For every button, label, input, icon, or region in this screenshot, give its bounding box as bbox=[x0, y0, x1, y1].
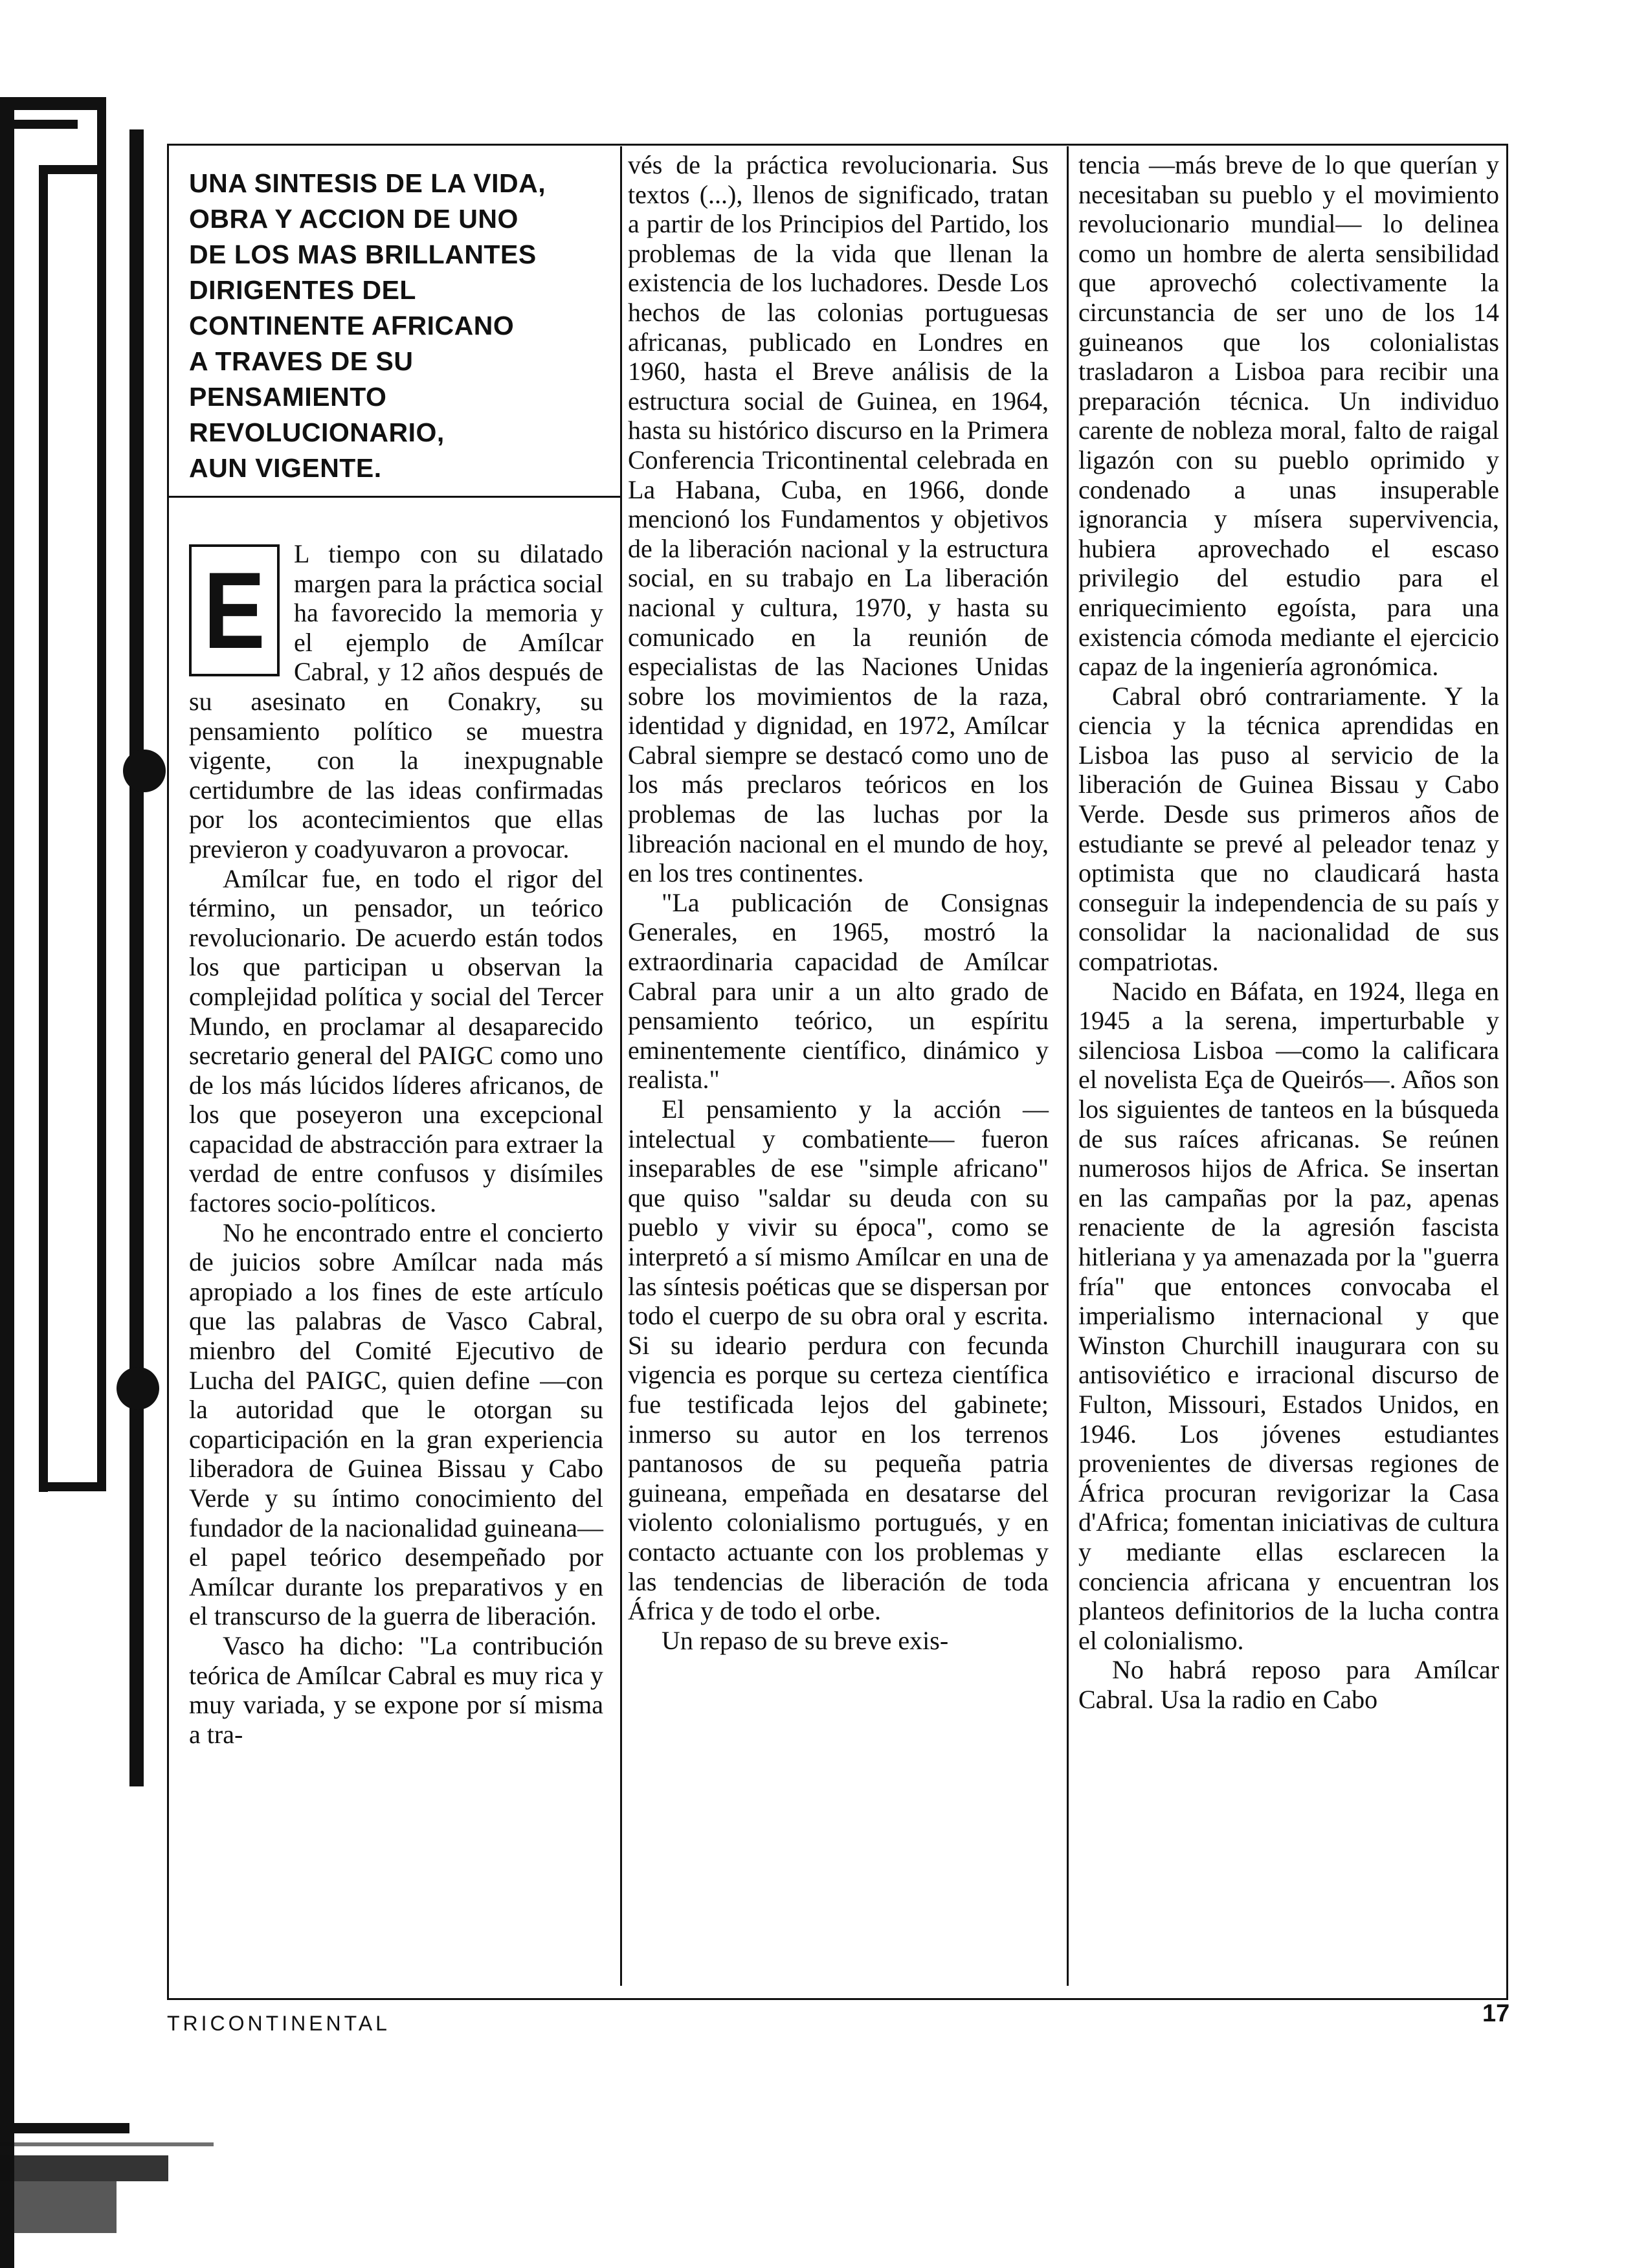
article-body-start bbox=[189, 539, 603, 1749]
headline-line: REVOLUCIONARIO, bbox=[189, 417, 445, 447]
headline-line: OBRA Y ACCION DE UNO bbox=[189, 204, 518, 234]
decorative-bar-base-2 bbox=[0, 2142, 214, 2146]
headline-line: UNA SINTESIS DE LA VIDA, bbox=[189, 168, 546, 198]
headline bbox=[189, 166, 603, 486]
paragraph: tencia —más breve de lo que querían y necesitaban su pueblo y el movimiento revolucionario mundial— lo delinea como un hombre de alerta sensibilidad que aprovechó colectivamente la circunstancia de ser uno de los 14 guineanos que los colonialistas trasladaron a Lisboa para recibir una preparación técnica. Un individuo carente de nobleza moral, falto de raigal ligazón con su pueblo oprimido y condenado a unas insuperable ignorancia y mísera supervivencia, hubiera aprovechado el escaso privilegio del estudio para el enriquecimiento egoísta, para una existencia cómoda mediante el ejercicio capaz de la ingeniería agronómica. bbox=[1078, 150, 1499, 682]
decorative-bar-vertical-1 bbox=[0, 97, 14, 2268]
decorative-bar-vertical-3 bbox=[129, 129, 144, 1786]
column-rule-2 bbox=[1067, 146, 1069, 1986]
headline-line: CONTINENTE AFRICANO bbox=[189, 311, 515, 340]
decorative-bar-horizontal-2 bbox=[39, 165, 48, 1492]
binder-hole-1 bbox=[123, 750, 166, 792]
decorative-bar-horizontal-1 bbox=[39, 165, 106, 174]
paragraph: No habrá reposo para Amílcar Cabral. Usa la radio en Cabo bbox=[1078, 1655, 1499, 1714]
publication-name: TRICONTINENTAL bbox=[167, 2012, 390, 2035]
headline-line: A TRAVES DE SU bbox=[189, 346, 414, 376]
article-column-2 bbox=[628, 150, 1049, 1655]
drop-cap bbox=[189, 544, 280, 676]
paragraph: Vasco ha dicho: "La contribución teórica de Amílcar Cabral es muy rica y muy variada, y se expone por sí misma a tra- bbox=[189, 1630, 603, 1749]
decorative-bar-horizontal-3 bbox=[39, 1482, 106, 1491]
paragraph: "La publicación de Consignas Generales, en 1965, mostró la extraordinaria capacidad de Amílcar Cabral para unir a un alto grado de pensamiento teórico, un espíritu eminentemente científico, dinámico y realista." bbox=[628, 887, 1049, 1095]
paragraph: L tiempo con su dilatado margen para la práctica social ha favorecido la memoria y el ejemplo de Amílcar Cabral, y 12 años después de su asesinato en Conakry, su pensamiento político se muestra vigente, con la inexpugnable certidumbre de las ideas confirmadas por los acontecimientos que ellas previeron y coadyuvaron a provocar. bbox=[189, 539, 603, 863]
decorative-bar-base-1 bbox=[0, 2123, 129, 2133]
decorative-bar-vertical-2 bbox=[97, 97, 106, 1489]
paragraph: Cabral obró contrariamente. Y la ciencia y la técnica aprendidas en Lisboa las puso al servicio de la liberación de Guinea Bissau y Cabo Verde. Desde sus primeros años de estudiante se prevé al peleador tenaz y optimista que no claudicará hasta conseguir la independencia de su país y consolidar la nacionalidad de sus compatriotas. bbox=[1078, 681, 1499, 977]
paragraph: El pensamiento y la acción —intelectual y combatiente— fueron inseparables de ese "simple africano" que quiso "saldar su deuda con su pueblo y vivir su época", como se interpretó a sí mismo Amílcar en una de las síntesis poéticas que se dispersan por todo el cuerpo de su obra oral y escrita. Si su ideario perdura con fecunda vigencia es porque su certeza científica fue testificada lejos del gabinete; inmerso su autor en los terrenos pantanosos de su pequeña patria guineana, empeñada en desatarse del violento colonialismo portugués, y en contacto actuante con los problemas y las tendencias de liberación de toda África y de todo el orbe. bbox=[628, 1095, 1049, 1626]
decorative-bar-base-3 bbox=[0, 2155, 168, 2181]
headline-line: DE LOS MAS BRILLANTES bbox=[189, 239, 537, 269]
paragraph: Un repaso de su breve exis- bbox=[662, 1625, 949, 1655]
headline-line: PENSAMIENTO bbox=[189, 382, 387, 412]
decorative-bar-top bbox=[0, 97, 97, 110]
binder-hole-2 bbox=[117, 1367, 159, 1410]
paragraph: Amílcar fue, en todo el rigor del término, un pensador, un teórico revolucionario. De acuerdo están todos los que participan u observan la complejidad política y social del Tercer Mundo, en proclamar al desaparecido secretario general del PAIGC como uno de los más lúcidos líderes africanos, de los que poseyeron una excepcional capacidad de abstracción para extraer la verdad de entre confusos y disímiles factores socio-políticos. bbox=[189, 863, 603, 1218]
article-column-3 bbox=[1078, 150, 1499, 1714]
paragraph: No he encontrado entre el concierto de juicios sobre Amílcar nada más apropiado a los fines de este artículo que las palabras de Vasco Cabral, mienbro del Comité Ejecutivo de Lucha del PAIGC, quien define —con la autoridad que le otorgan su coparticipación en la gran experiencia liberadora de Guinea Bissau y Cabo Verde y su íntimo conocimiento del fundador de la nacionalidad guineana— el papel teórico desempeñado por Amílcar durante los preparativos y en el transcurso de la guerra de liberación. bbox=[189, 1217, 603, 1631]
decorative-bar-base-4 bbox=[0, 2181, 117, 2233]
paragraph: Nacido en Báfata, en 1924, llega en 1945 a la serena, imperturbable y silenciosa Lisboa —como la calificara el novelista Eça de Queirós—. Años son los siguientes de tanteos en la búsqueda de sus raíces africanas. Se reúnen numerosos hijos de Africa. Se insertan en las campañas por la paz, apenas renaciente de la agresión fascista hitleriana y ya amenazada por la "guerra fría" que entonces convocaba el imperialismo internacional y que Winston Churchill inaugurara con su antisoviético e irracional discurso de Fulton, Missouri, Estados Unidos, en 1946. Los jóvenes estudiantes provenientes de diversas regiones de África procuran revigorizar la Casa d'Africa; fomentan iniciativas de cultura y mediante ellas esclarecen la conciencia africana y encuentran los planteos definitorios de la lucha contra el colonialismo. bbox=[1078, 976, 1499, 1655]
headline-line: DIRIGENTES DEL bbox=[189, 275, 416, 305]
headline-line: AUN VIGENTE. bbox=[189, 453, 382, 483]
paragraph: vés de la práctica revolucionaria. Sus textos (...), llenos de significado, tratan a partir de los Principios del Partido, los problemas de la vida que llenan la existencia de los luchadores. Desde Los hechos de las colonias portuguesas africanas, publicado en Londres en 1960, hasta el Breve análisis de la estructura social de Guinea, en 1964, hasta su histórico discurso en la Primera Conferencia Tricontinental celebrada en La Habana, Cuba, en 1966, donde mencionó los Fundamentos y objetivos de la liberación nacional y la estructura social, en su trabajo en La liberación nacional y cultura, 1970, y hasta su comunicado en la reunión de especialistas de las Naciones Unidas sobre los movimientos de la raza, identidad y dignidad, en 1972, Amílcar Cabral siempre se destacó como uno de los más preclaros teóricos en los problemas de las luchas por la libreación nacional en el mundo de hoy, en los tres continentes. bbox=[628, 150, 1049, 888]
column-rule-1 bbox=[620, 146, 622, 1986]
drop-cap-letter: E bbox=[203, 550, 265, 671]
page-number: 17 bbox=[1482, 2000, 1510, 2027]
article-column-1 bbox=[189, 153, 603, 1749]
